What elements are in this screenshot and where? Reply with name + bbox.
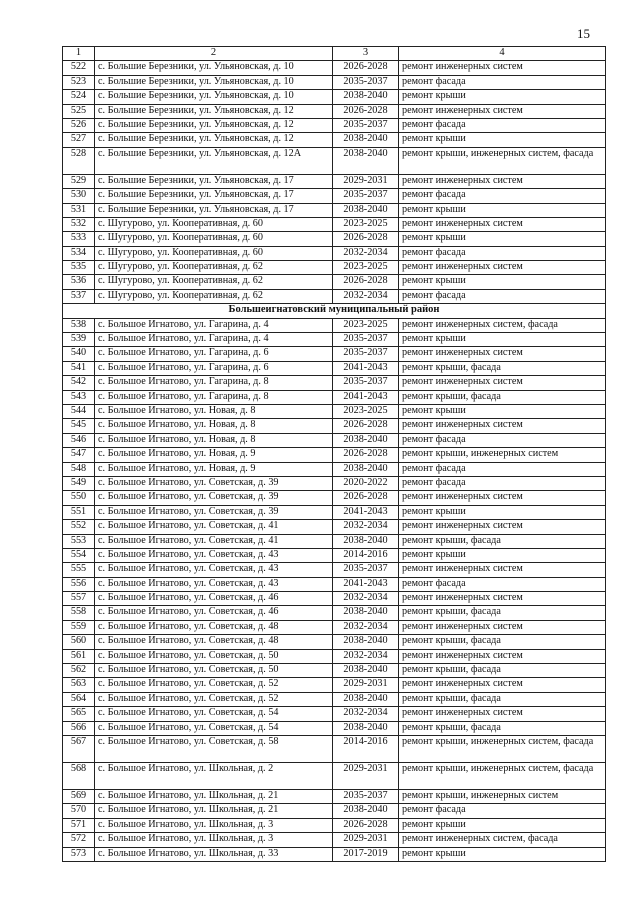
row-address: с. Большое Игнатово, ул. Советская, д. 48 [95, 635, 333, 649]
row-address: с. Большое Игнатово, ул. Советская, д. 54 [95, 721, 333, 735]
row-work-type: ремонт крыши, фасада [399, 664, 606, 678]
row-number: 542 [63, 376, 95, 390]
repair-schedule-table [62, 46, 606, 862]
row-period: 2026-2028 [333, 232, 399, 246]
row-number: 539 [63, 333, 95, 347]
row-address: с. Большое Игнатово, ул. Советская, д. 43 [95, 563, 333, 577]
table-header-row [63, 47, 606, 61]
row-period: 2023-2025 [333, 261, 399, 275]
table-row [63, 361, 606, 375]
table-row [63, 592, 606, 606]
row-work-type: ремонт инженерных систем [399, 592, 606, 606]
row-work-type: ремонт инженерных систем [399, 649, 606, 663]
row-number: 550 [63, 491, 95, 505]
table-row [63, 833, 606, 847]
row-period: 2038-2040 [333, 606, 399, 620]
row-address: с. Шугурово, ул. Кооперативная, д. 60 [95, 246, 333, 260]
row-work-type: ремонт крыши [399, 232, 606, 246]
table-row [63, 678, 606, 692]
row-period: 2032-2034 [333, 707, 399, 721]
row-address: с. Большое Игнатово, ул. Школьная, д. 21 [95, 789, 333, 803]
row-period: 2026-2028 [333, 491, 399, 505]
row-work-type: ремонт крыши [399, 133, 606, 147]
row-number: 541 [63, 361, 95, 375]
row-period: 2023-2025 [333, 217, 399, 231]
row-number: 566 [63, 721, 95, 735]
table-row [63, 232, 606, 246]
row-number: 563 [63, 678, 95, 692]
row-address: с. Большое Игнатово, ул. Советская, д. 48 [95, 620, 333, 634]
row-address: с. Большое Игнатово, ул. Советская, д. 50 [95, 649, 333, 663]
row-work-type: ремонт крыши [399, 818, 606, 832]
column-header-work-type: 4 [399, 47, 606, 61]
table-row [63, 707, 606, 721]
table-row [63, 721, 606, 735]
table-row [63, 217, 606, 231]
row-address: с. Большое Игнатово, ул. Школьная, д. 21 [95, 804, 333, 818]
row-address: с. Большое Игнатово, ул. Школьная, д. 3 [95, 818, 333, 832]
row-work-type: ремонт крыши, инженерных систем, фасада [399, 735, 606, 762]
row-address: с. Шугурово, ул. Кооперативная, д. 62 [95, 261, 333, 275]
row-work-type: ремонт крыши [399, 275, 606, 289]
table-row [63, 649, 606, 663]
row-address: с. Шугурово, ул. Кооперативная, д. 60 [95, 217, 333, 231]
row-period: 2038-2040 [333, 692, 399, 706]
row-number: 565 [63, 707, 95, 721]
table-row [63, 563, 606, 577]
table-row [63, 620, 606, 634]
table-row [63, 104, 606, 118]
table-row [63, 90, 606, 104]
table-row [63, 404, 606, 418]
row-period: 2017-2019 [333, 847, 399, 861]
row-work-type: ремонт инженерных систем [399, 261, 606, 275]
row-address: с. Большое Игнатово, ул. Новая, д. 8 [95, 433, 333, 447]
table-row [63, 189, 606, 203]
row-address: с. Большое Игнатово, ул. Советская, д. 46 [95, 592, 333, 606]
table-row [63, 118, 606, 132]
row-work-type: ремонт инженерных систем [399, 620, 606, 634]
row-address: с. Большое Игнатово, ул. Новая, д. 8 [95, 419, 333, 433]
row-period: 2032-2034 [333, 289, 399, 303]
row-address: с. Большое Игнатово, ул. Школьная, д. 33 [95, 847, 333, 861]
row-number: 562 [63, 664, 95, 678]
row-number: 553 [63, 534, 95, 548]
row-number: 571 [63, 818, 95, 832]
table-row [63, 61, 606, 75]
row-number: 537 [63, 289, 95, 303]
row-address: с. Большие Березники, ул. Ульяновская, д. 12А [95, 147, 333, 174]
row-period: 2035-2037 [333, 333, 399, 347]
row-address: с. Большое Игнатово, ул. Советская, д. 39 [95, 476, 333, 490]
table-row [63, 133, 606, 147]
row-number: 572 [63, 833, 95, 847]
row-work-type: ремонт фасада [399, 246, 606, 260]
row-number: 536 [63, 275, 95, 289]
row-number: 544 [63, 404, 95, 418]
row-work-type: ремонт инженерных систем [399, 491, 606, 505]
column-header-period: 3 [333, 47, 399, 61]
row-address: с. Большое Игнатово, ул. Гагарина, д. 4 [95, 333, 333, 347]
row-period: 2035-2037 [333, 563, 399, 577]
table-row [63, 419, 606, 433]
row-period: 2038-2040 [333, 133, 399, 147]
row-period: 2023-2025 [333, 318, 399, 332]
table-row [63, 75, 606, 89]
table-row [63, 318, 606, 332]
row-work-type: ремонт инженерных систем [399, 520, 606, 534]
row-work-type: ремонт инженерных систем [399, 174, 606, 188]
table-row [63, 804, 606, 818]
row-address: с. Шугурово, ул. Кооперативная, д. 62 [95, 289, 333, 303]
row-address: с. Большое Игнатово, ул. Гагарина, д. 6 [95, 361, 333, 375]
table-row [63, 333, 606, 347]
row-number: 529 [63, 174, 95, 188]
page-number: 15 [577, 26, 590, 41]
row-address: с. Большие Березники, ул. Ульяновская, д. 10 [95, 90, 333, 104]
row-address: с. Большие Березники, ул. Ульяновская, д. 12 [95, 133, 333, 147]
column-header-address: 2 [95, 47, 333, 61]
row-number: 545 [63, 419, 95, 433]
row-period: 2020-2022 [333, 476, 399, 490]
table-row [63, 174, 606, 188]
row-work-type: ремонт инженерных систем [399, 347, 606, 361]
row-work-type: ремонт фасада [399, 75, 606, 89]
table-row [63, 577, 606, 591]
table-row [63, 261, 606, 275]
row-period: 2026-2028 [333, 448, 399, 462]
row-period: 2038-2040 [333, 462, 399, 476]
table-row [63, 203, 606, 217]
row-number: 567 [63, 735, 95, 762]
section-body [63, 304, 606, 318]
row-work-type: ремонт крыши [399, 333, 606, 347]
table-row [63, 462, 606, 476]
row-address: с. Большие Березники, ул. Ульяновская, д. 10 [95, 75, 333, 89]
row-number: 573 [63, 847, 95, 861]
row-number: 522 [63, 61, 95, 75]
table-row [63, 847, 606, 861]
row-work-type: ремонт фасада [399, 189, 606, 203]
row-work-type: ремонт крыши, инженерных систем, фасада [399, 762, 606, 789]
table-row [63, 635, 606, 649]
row-work-type: ремонт крыши [399, 90, 606, 104]
row-number: 530 [63, 189, 95, 203]
row-address: с. Большие Березники, ул. Ульяновская, д. 12 [95, 118, 333, 132]
row-period: 2041-2043 [333, 361, 399, 375]
row-period: 2038-2040 [333, 635, 399, 649]
row-period: 2041-2043 [333, 390, 399, 404]
row-address: с. Большое Игнатово, ул. Гагарина, д. 6 [95, 347, 333, 361]
row-address: с. Большое Игнатово, ул. Новая, д. 9 [95, 448, 333, 462]
row-work-type: ремонт фасада [399, 289, 606, 303]
row-period: 2038-2040 [333, 804, 399, 818]
table-row [63, 491, 606, 505]
row-number: 540 [63, 347, 95, 361]
row-period: 2035-2037 [333, 75, 399, 89]
row-address: с. Большое Игнатово, ул. Советская, д. 58 [95, 735, 333, 762]
row-period: 2014-2016 [333, 548, 399, 562]
row-work-type: ремонт инженерных систем [399, 61, 606, 75]
row-work-type: ремонт фасада [399, 577, 606, 591]
table-row [63, 548, 606, 562]
row-number: 552 [63, 520, 95, 534]
row-number: 534 [63, 246, 95, 260]
row-number: 551 [63, 505, 95, 519]
row-number: 528 [63, 147, 95, 174]
row-period: 2035-2037 [333, 376, 399, 390]
row-address: с. Большое Игнатово, ул. Школьная, д. 3 [95, 833, 333, 847]
row-address: с. Большое Игнатово, ул. Советская, д. 52 [95, 678, 333, 692]
row-number: 557 [63, 592, 95, 606]
row-address: с. Большое Игнатово, ул. Советская, д. 46 [95, 606, 333, 620]
row-period: 2023-2025 [333, 404, 399, 418]
row-address: с. Большое Игнатово, ул. Советская, д. 52 [95, 692, 333, 706]
row-number: 527 [63, 133, 95, 147]
row-period: 2041-2043 [333, 505, 399, 519]
section-title: Большеигнатовский муниципальный район [63, 304, 606, 318]
row-period: 2026-2028 [333, 275, 399, 289]
table-row [63, 735, 606, 762]
row-number: 525 [63, 104, 95, 118]
table-row [63, 534, 606, 548]
row-number: 559 [63, 620, 95, 634]
row-period: 2026-2028 [333, 61, 399, 75]
row-address: с. Большое Игнатово, ул. Школьная, д. 2 [95, 762, 333, 789]
row-work-type: ремонт инженерных систем, фасада [399, 318, 606, 332]
row-address: с. Большое Игнатово, ул. Новая, д. 8 [95, 404, 333, 418]
table-body-after [63, 318, 606, 861]
table-row [63, 818, 606, 832]
row-number: 531 [63, 203, 95, 217]
table-body-before [63, 61, 606, 304]
row-period: 2026-2028 [333, 818, 399, 832]
row-number: 560 [63, 635, 95, 649]
row-number: 523 [63, 75, 95, 89]
row-work-type: ремонт инженерных систем [399, 419, 606, 433]
row-address: с. Большое Игнатово, ул. Гагарина, д. 4 [95, 318, 333, 332]
table-row [63, 606, 606, 620]
row-address: с. Большое Игнатово, ул. Советская, д. 39 [95, 491, 333, 505]
row-number: 558 [63, 606, 95, 620]
row-period: 2026-2028 [333, 104, 399, 118]
row-work-type: ремонт инженерных систем [399, 217, 606, 231]
row-address: с. Большое Игнатово, ул. Советская, д. 41 [95, 534, 333, 548]
row-number: 524 [63, 90, 95, 104]
row-address: с. Большие Березники, ул. Ульяновская, д. 17 [95, 203, 333, 217]
row-address: с. Большое Игнатово, ул. Советская, д. 41 [95, 520, 333, 534]
row-address: с. Большое Игнатово, ул. Гагарина, д. 8 [95, 390, 333, 404]
row-number: 535 [63, 261, 95, 275]
row-work-type: ремонт инженерных систем [399, 376, 606, 390]
table-row [63, 520, 606, 534]
section-heading-row [63, 304, 606, 318]
row-address: с. Большие Березники, ул. Ульяновская, д. 17 [95, 189, 333, 203]
row-work-type: ремонт крыши, фасада [399, 361, 606, 375]
row-work-type: ремонт крыши, фасада [399, 635, 606, 649]
row-work-type: ремонт крыши [399, 548, 606, 562]
row-period: 2035-2037 [333, 118, 399, 132]
row-period: 2032-2034 [333, 520, 399, 534]
row-period: 2038-2040 [333, 664, 399, 678]
row-period: 2032-2034 [333, 620, 399, 634]
row-work-type: ремонт инженерных систем, фасада [399, 833, 606, 847]
row-period: 2029-2031 [333, 678, 399, 692]
row-number: 546 [63, 433, 95, 447]
row-number: 538 [63, 318, 95, 332]
table-row [63, 789, 606, 803]
row-address: с. Большое Игнатово, ул. Советская, д. 43 [95, 548, 333, 562]
row-work-type: ремонт крыши, инженерных систем [399, 448, 606, 462]
table-row [63, 275, 606, 289]
row-number: 549 [63, 476, 95, 490]
row-number: 568 [63, 762, 95, 789]
row-period: 2029-2031 [333, 174, 399, 188]
row-period: 2038-2040 [333, 721, 399, 735]
table-row [63, 692, 606, 706]
row-work-type: ремонт крыши, фасада [399, 534, 606, 548]
table-row [63, 347, 606, 361]
row-number: 547 [63, 448, 95, 462]
row-period: 2014-2016 [333, 735, 399, 762]
row-work-type: ремонт крыши, инженерных систем, фасада [399, 147, 606, 174]
row-period: 2029-2031 [333, 833, 399, 847]
row-work-type: ремонт крыши, фасада [399, 692, 606, 706]
row-work-type: ремонт крыши [399, 505, 606, 519]
row-number: 526 [63, 118, 95, 132]
row-address: с. Большое Игнатово, ул. Гагарина, д. 8 [95, 376, 333, 390]
row-period: 2032-2034 [333, 246, 399, 260]
row-number: 543 [63, 390, 95, 404]
table-row [63, 376, 606, 390]
table-row [63, 476, 606, 490]
row-work-type: ремонт крыши, фасада [399, 721, 606, 735]
row-number: 533 [63, 232, 95, 246]
row-address: с. Большие Березники, ул. Ульяновская, д. 10 [95, 61, 333, 75]
row-number: 564 [63, 692, 95, 706]
row-number: 561 [63, 649, 95, 663]
row-period: 2038-2040 [333, 534, 399, 548]
row-work-type: ремонт инженерных систем [399, 707, 606, 721]
table-row [63, 762, 606, 789]
row-number: 569 [63, 789, 95, 803]
row-work-type: ремонт фасада [399, 433, 606, 447]
row-address: с. Большое Игнатово, ул. Советская, д. 54 [95, 707, 333, 721]
column-header-number: 1 [63, 47, 95, 61]
row-work-type: ремонт крыши, фасада [399, 390, 606, 404]
row-address: с. Большие Березники, ул. Ульяновская, д. 17 [95, 174, 333, 188]
row-period: 2029-2031 [333, 762, 399, 789]
row-number: 555 [63, 563, 95, 577]
table-row [63, 289, 606, 303]
row-period: 2038-2040 [333, 147, 399, 174]
row-period: 2032-2034 [333, 592, 399, 606]
table-row [63, 147, 606, 174]
table-row [63, 433, 606, 447]
row-address: с. Большое Игнатово, ул. Новая, д. 9 [95, 462, 333, 476]
row-work-type: ремонт инженерных систем [399, 563, 606, 577]
row-period: 2038-2040 [333, 90, 399, 104]
row-number: 532 [63, 217, 95, 231]
table-row [63, 448, 606, 462]
row-work-type: ремонт крыши [399, 203, 606, 217]
row-period: 2035-2037 [333, 189, 399, 203]
row-period: 2035-2037 [333, 347, 399, 361]
row-address: с. Шугурово, ул. Кооперативная, д. 62 [95, 275, 333, 289]
row-period: 2032-2034 [333, 649, 399, 663]
row-number: 548 [63, 462, 95, 476]
row-period: 2038-2040 [333, 433, 399, 447]
row-address: с. Шугурово, ул. Кооперативная, д. 60 [95, 232, 333, 246]
row-work-type: ремонт крыши, инженерных систем [399, 789, 606, 803]
table-row [63, 390, 606, 404]
row-number: 556 [63, 577, 95, 591]
table-row [63, 246, 606, 260]
row-address: с. Большое Игнатово, ул. Советская, д. 39 [95, 505, 333, 519]
row-work-type: ремонт инженерных систем [399, 678, 606, 692]
row-work-type: ремонт фасада [399, 462, 606, 476]
row-period: 2026-2028 [333, 419, 399, 433]
row-address: с. Большое Игнатово, ул. Советская, д. 50 [95, 664, 333, 678]
row-number: 570 [63, 804, 95, 818]
row-address: с. Большие Березники, ул. Ульяновская, д. 12 [95, 104, 333, 118]
row-period: 2038-2040 [333, 203, 399, 217]
row-work-type: ремонт инженерных систем [399, 104, 606, 118]
row-work-type: ремонт фасада [399, 804, 606, 818]
row-work-type: ремонт фасада [399, 118, 606, 132]
row-work-type: ремонт крыши, фасада [399, 606, 606, 620]
row-address: с. Большое Игнатово, ул. Советская, д. 43 [95, 577, 333, 591]
table-row [63, 505, 606, 519]
row-work-type: ремонт крыши [399, 404, 606, 418]
row-work-type: ремонт фасада [399, 476, 606, 490]
row-period: 2035-2037 [333, 789, 399, 803]
row-period: 2041-2043 [333, 577, 399, 591]
table-row [63, 664, 606, 678]
row-work-type: ремонт крыши [399, 847, 606, 861]
row-number: 554 [63, 548, 95, 562]
